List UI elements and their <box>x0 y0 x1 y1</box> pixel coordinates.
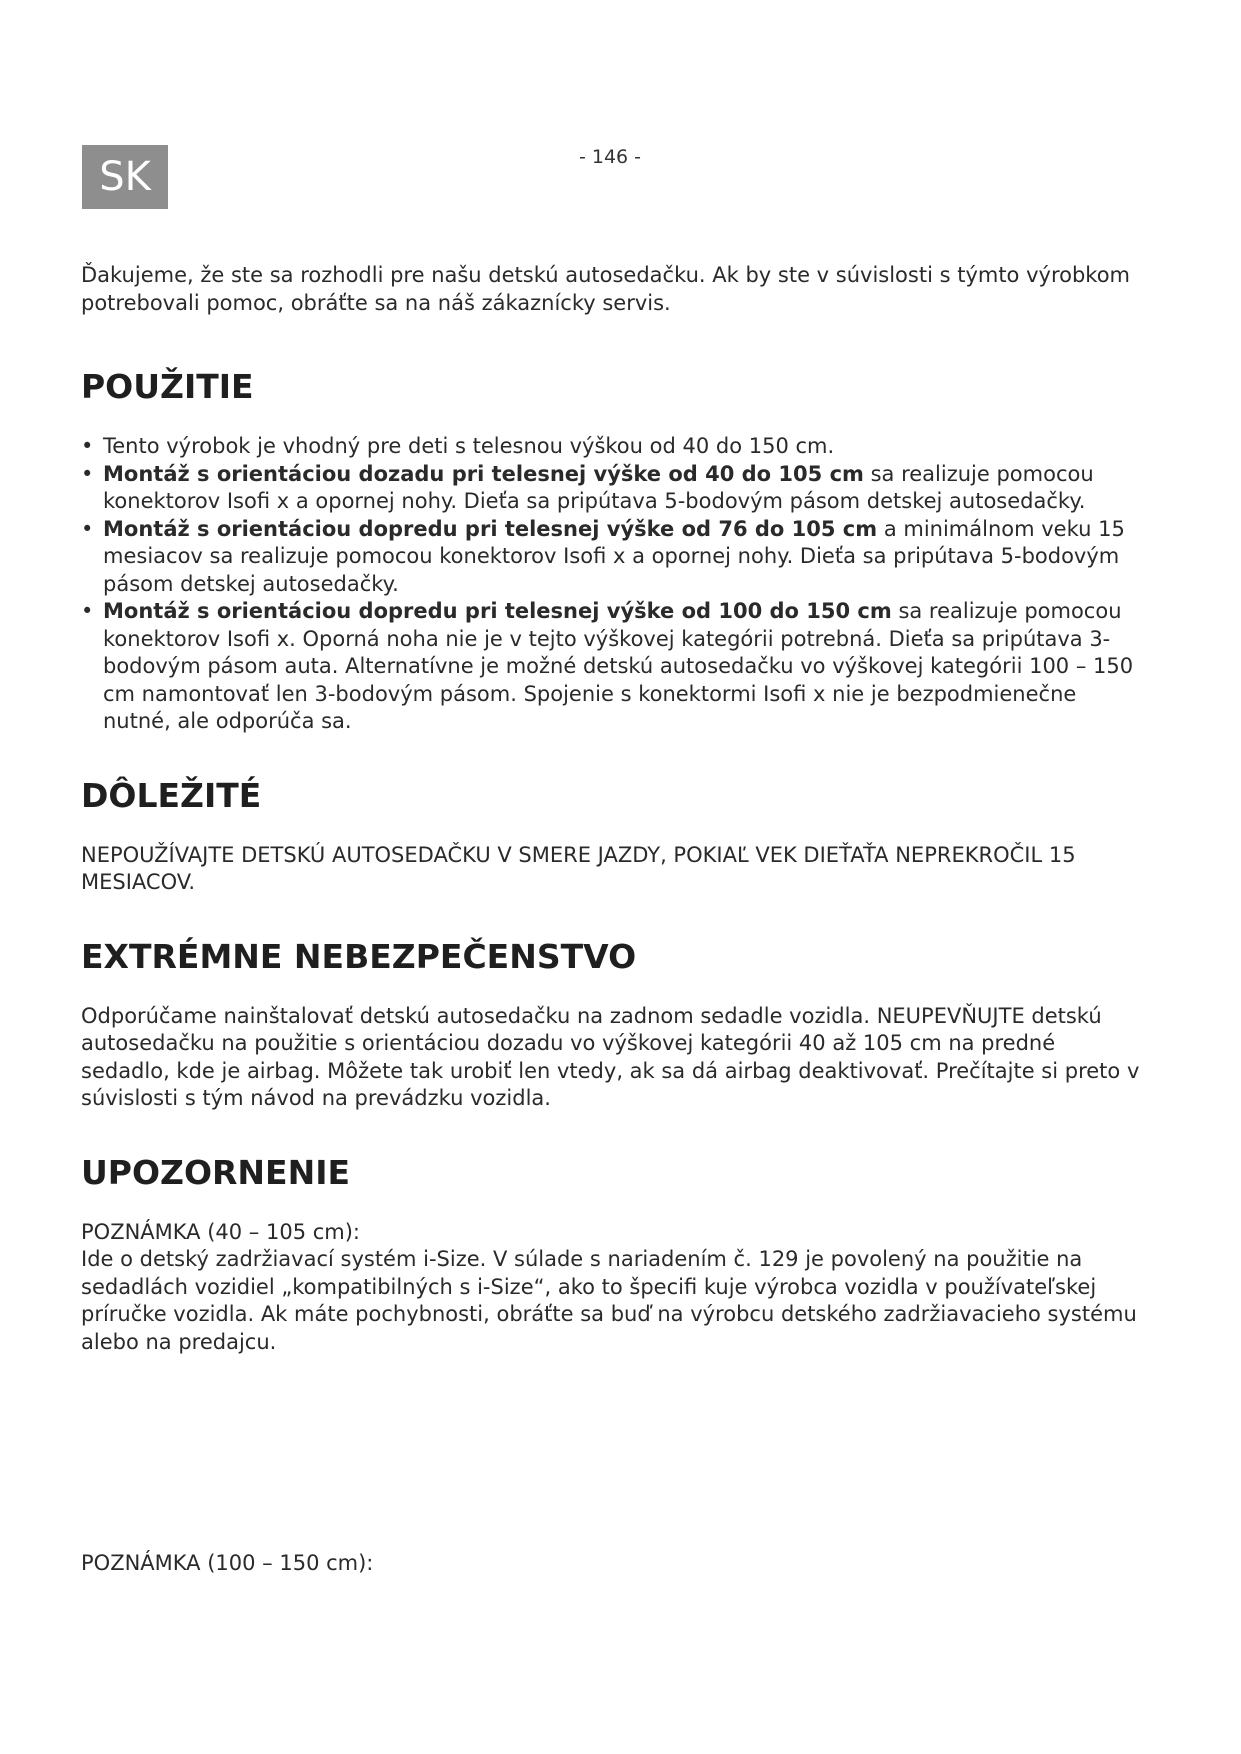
usage-item-text: Tento výrobok je vhodný pre deti s telesnou výškou od 40 do 150 cm. <box>103 434 835 458</box>
usage-item-bold: Montáž s orientáciou dopredu pri telesnej výške od 76 do 105 cm <box>103 516 878 541</box>
danger-heading: EXTRÉMNE NEBEZPEČENSTVO <box>81 936 637 976</box>
usage-heading: POUŽITIE <box>81 367 254 406</box>
intro-paragraph: Ďakujeme, že ste sa rozhodli pre našu detskú autosedačku. Ak by ste v súvislosti s týmto výrobkom potrebovali pomoc, obráťte sa na náš zákaznícky servis. <box>81 263 1131 315</box>
usage-item <box>81 516 1141 599</box>
usage-item-text: sa realizuje pomocou konektorov Isofi x. Oporná noha nie je v tejto výškovej kategórii potrebná. Dieťa sa pripútava 3-bodovým pásom auta. Alternatívne je možné detskú autosedačku vo výškovej kategórii 100 – 150 cm namontovať len 3-bodovým pásom. Spojenie s konektormi Isofi x nie je bezpodmienečne nutné, ale odporúča sa. <box>103 599 1134 733</box>
important-text: NEPOUŽÍVAJTE DETSKÚ AUTOSEDAČKU V SMERE JAZDY, POKIAĽ VEK DIEŤAŤA NEPREKROČIL 15 MESIACOV. <box>81 842 1076 894</box>
usage-list <box>81 433 1141 736</box>
document-body <box>81 262 1141 1356</box>
danger-text: Odporúčame nainštalovať detskú autosedačku na zadnom sedadle vozidla. NEUPEVŇUJTE detskú autosedačku na použitie s orientáciou dozadu vo výškovej kategórii 40 až 105 cm na predné sedadlo, kde je airbag. Môžete tak urobiť len vtedy, ak sa dá airbag deaktivovať. Prečítajte si preto v súvislosti s tým návod na prevádzku vozidla. <box>81 1003 1140 1110</box>
note-text-40-105: Ide o detský zadržiavací systém i-Size. V súlade s nariadením č. 129 je povolený na použitie na sedadlách vozidiel „kompatibilných s i-Size“, ako to špecifi kuje výrobca vozidla v používateľskej príručke vozidla. Ak máte pochybnosti, obráťte sa buď na výrobcu detského zadržiavacieho systému alebo na predajcu. <box>81 1247 1137 1354</box>
usage-item <box>81 598 1141 736</box>
usage-item-text: a minimálnom veku 15 mesiacov sa realizuje pomocou konektorov Isofi x a opornej nohy. Dieťa sa pripútava 5-bodovým pásom detskej autosedačky. <box>103 516 1125 596</box>
usage-item-text: sa realizuje pomocou konektorov Isofi x a opornej nohy. Dieťa sa pripútava 5-bodovým pásom detskej autosedačky. <box>103 461 1094 513</box>
page-number: - 146 - <box>578 146 642 168</box>
usage-item-bold: Montáž s orientáciou dozadu pri telesnej výške od 40 do 105 cm <box>103 461 864 486</box>
language-badge: SK <box>82 145 168 209</box>
note-title-40-105: POZNÁMKA (40 – 105 cm): <box>81 1219 361 1244</box>
important-heading: DÔLEŽITÉ <box>81 775 262 815</box>
note-title-100-150: POZNÁMKA (100 – 150 cm): <box>81 1551 374 1575</box>
usage-item <box>81 433 1141 461</box>
warning-heading: UPOZORNENIE <box>81 1152 351 1192</box>
usage-item <box>81 461 1141 516</box>
usage-item-bold: Montáž s orientáciou dopredu pri telesnej výške od 100 do 150 cm <box>103 599 892 623</box>
